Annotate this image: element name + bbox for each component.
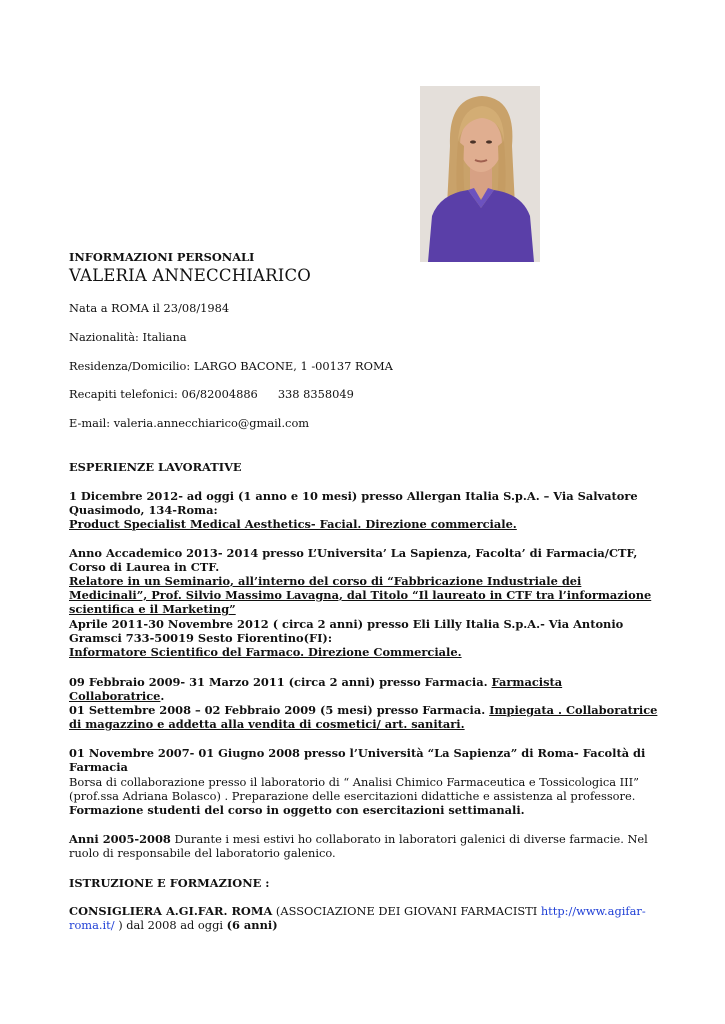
phone-mobile: 338 8358049 <box>277 387 354 401</box>
email-address: E-mail: valeria.annecchiarico@gmail.com <box>69 416 310 430</box>
experience-item-1 <box>69 489 659 531</box>
experience-role: Product Specialist Medical Aesthetics- Facial. Direzione commerciale. <box>69 517 517 531</box>
section-heading-education: ISTRUZIONE E FORMAZIONE : <box>69 876 270 890</box>
experience-years: Anni 2005-2008 <box>69 832 171 846</box>
experience-item-6-title: 01 Novembre 2007- 01 Giugno 2008 presso l’Università “La Sapienza” di Roma- Facoltà di Farmacia <box>69 746 646 774</box>
experience-item-2 <box>69 546 659 616</box>
experience-title: 01 Settembre 2008 – 02 Febbraio 2009 (5 mesi) presso Farmacia. <box>69 703 490 717</box>
section-heading-personal: INFORMAZIONI PERSONALI <box>69 250 255 264</box>
phone-numbers <box>69 387 659 401</box>
nationality: Nazionalità: Italiana <box>69 330 187 344</box>
experience-role: Informatore Scientifico del Farmaco. Direzione Commerciale. <box>69 645 462 659</box>
experience-item-6-desc: Borsa di collaborazione presso il laboratorio di “ Analisi Chimico Farmaceutica e Tossicologica III” (prof.ssa Adriana Bolasco) . Preparazione delle esercitazioni didattiche e assistenza al professore. Formazione studenti del corso in oggetto con esercitazioni settimanali. <box>69 775 639 817</box>
birth-info: Nata a ROMA il 23/08/1984 <box>69 301 230 315</box>
experience-item-7: Anni 2005-2008 Durante i mesi estivi ho collaborato in laboratori galenici di diverse farmacie. Nel ruolo di responsabile del laboratorio galenico. <box>69 832 648 860</box>
residence: Residenza/Domicilio: LARGO BACONE, 1 -00137 ROMA <box>69 359 393 373</box>
experience-role: Farmacista Collaboratrice <box>69 675 563 703</box>
agifar-link[interactable]: http://www.agifar-roma.it/ <box>69 904 646 932</box>
experience-title: 1 Dicembre 2012- ad oggi (1 anno e 10 mesi) presso Allergan Italia S.p.A. – Via Salvatore Quasimodo, 134-Roma: <box>69 489 638 517</box>
experience-title: 09 Febbraio 2009- 31 Marzo 2011 (circa 2 anni) presso Farmacia. <box>69 675 492 689</box>
section-heading-experience: ESPERIENZE LAVORATIVE <box>69 460 242 474</box>
person-name: VALERIA ANNECCHIARICO <box>69 266 312 285</box>
portrait-photo <box>420 86 540 262</box>
experience-role: Relatore in un Seminario, all’interno del corso di “Fabbricazione Industriale dei Medicinali”, Prof. Silvio Massimo Lavagna, dal Titolo “Il laureato in CTF tra l’informazione scientifica e il Marketing” <box>69 574 652 616</box>
experience-role: Impiegata . Collaboratrice di magazzino e addetta alla vendita di cosmetici/ art. sanitari. <box>69 703 658 731</box>
education-item-1: CONSIGLIERA A.GI.FAR. ROMA (ASSOCIAZIONE DEI GIOVANI FARMACISTI http://www.agifar-roma.it/ ) dal 2008 ad oggi (6 anni) <box>69 904 646 932</box>
experience-item-5 <box>69 703 659 731</box>
experience-title: Anno Accademico 2013- 2014 presso L’Universita’ La Sapienza, Facolta’ di Farmacia/CTF, Corso di Laurea in CTF. <box>69 546 638 574</box>
phone-landline: Recapiti telefonici: 06/82004886 <box>69 387 258 401</box>
experience-item-4: 09 Febbraio 2009- 31 Marzo 2011 (circa 2 anni) presso Farmacia. Farmacista Collaboratrice. <box>69 675 563 703</box>
experience-title: Aprile 2011-30 Novembre 2012 ( circa 2 anni) presso Eli Lilly Italia S.p.A.- Via Antonio Gramsci 733-50019 Sesto Fiorentino(FI): <box>69 617 624 645</box>
experience-item-3 <box>69 617 659 659</box>
